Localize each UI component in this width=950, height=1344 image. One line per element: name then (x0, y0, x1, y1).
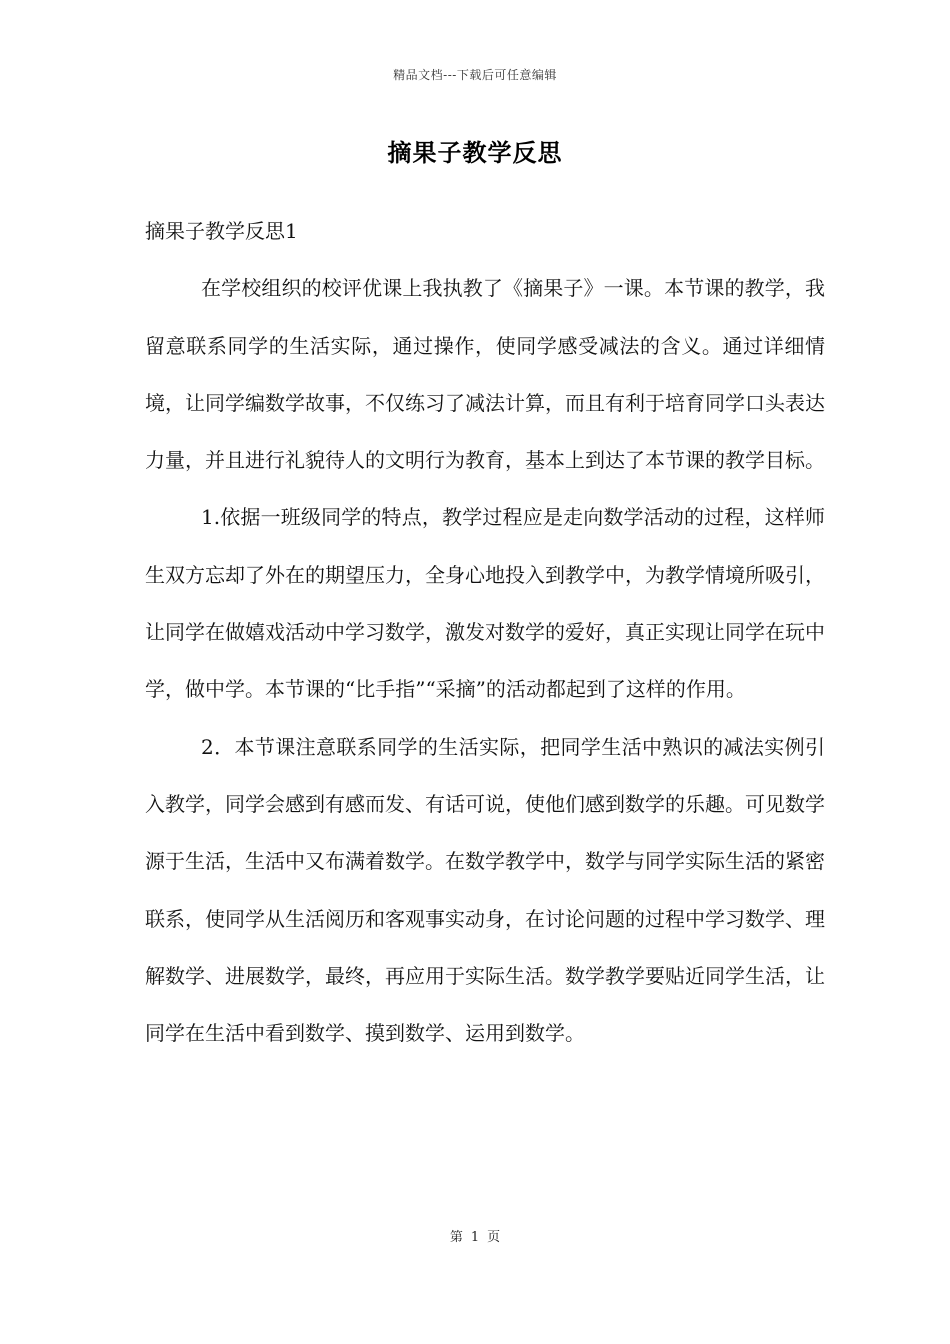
page-label-suffix: 页 (487, 1230, 501, 1245)
document-body (145, 203, 825, 1062)
page-number: 1 (470, 1230, 480, 1245)
paragraph-1: 在学校组织的校评优课上我执教了《摘果子》一课。本节课的教学，我留意联系同学的生活实际，通过操作，使同学感受减法的含义。通过详细情境，让同学编数学故事，不仅练习了减法计算，而且有利于培育同学口头表达力量，并且进行礼貌待人的文明行为教育，基本上到达了本节课的教学目标。 (145, 276, 825, 473)
paragraph-3: 2．本节课注意联系同学的生活实际，把同学生活中熟识的减法实例引入教学，同学会感到有感而发、有话可说，使他们感到数学的乐趣。可见数学源于生活，生活中又布满着数学。在数学教学中，数学与同学实际生活的紧密联系，使同学从生活阅历和客观事实动身，在讨论问题的过程中学习数学、理解数学、进展数学，最终，再应用于实际生活。数学教学要贴近同学生活，让同学在生活中看到数学、摸到数学、运用到数学。 (145, 734, 825, 1046)
paragraph-2: 1.依据一班级同学的特点，教学过程应是走向数学活动的过程，这样师生双方忘却了外在的期望压力，全身心地投入到教学中，为教学情境所吸引，让同学在做嬉戏活动中学习数学，激发对数学的爱好，真正实现让同学在玩中学，做中学。本节课的“比手指”“采摘”的活动都起到了这样的作用。 (145, 505, 825, 702)
page-label-prefix: 第 (449, 1230, 463, 1245)
page-footer (0, 1226, 950, 1245)
section-heading: 摘果子教学反思1 (145, 219, 298, 243)
document-title: 摘果子教学反思 (387, 138, 563, 167)
header-note: 精品文档---下载后可任意编辑 (393, 68, 557, 82)
